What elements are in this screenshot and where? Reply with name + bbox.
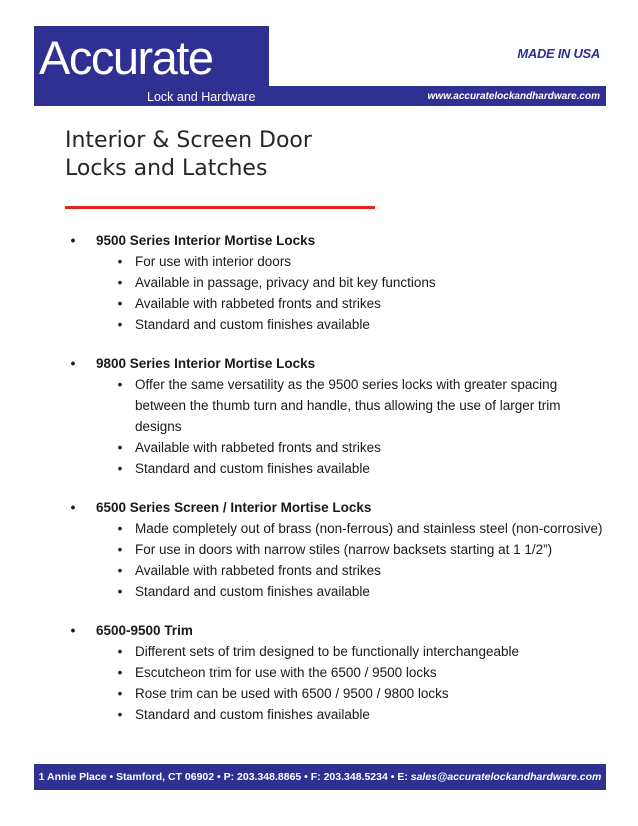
footer-email[interactable]: sales@accuratelockandhardware.com xyxy=(410,771,602,783)
list-item xyxy=(66,704,606,725)
section-heading xyxy=(66,497,606,518)
list-item xyxy=(66,458,606,479)
bullet-icon: • xyxy=(117,461,123,476)
list-item xyxy=(66,560,606,581)
bullet-icon: • xyxy=(117,254,123,269)
bullet-icon: • xyxy=(70,233,76,248)
bullet-icon: • xyxy=(117,584,123,599)
section-heading-text: 9800 Series Interior Mortise Locks xyxy=(96,356,316,371)
bullet-icon: • xyxy=(117,317,123,332)
list-item-text: Available with rabbeted fronts and strikes xyxy=(135,296,381,311)
list-item-text: Different sets of trim designed to be functionally interchangeable xyxy=(135,644,519,659)
title-line-2: Locks and Latches xyxy=(65,156,268,181)
list-item xyxy=(66,251,606,272)
list-item-text: Rose trim can be used with 6500 / 9500 / 9800 locks xyxy=(135,686,449,701)
bullet-icon: • xyxy=(117,521,123,536)
list-item xyxy=(66,581,606,602)
bullet-icon: • xyxy=(117,296,123,311)
section xyxy=(66,353,606,479)
bullet-icon: • xyxy=(70,500,76,515)
section-heading xyxy=(66,620,606,641)
bullet-icon: • xyxy=(117,377,123,392)
section-heading-text: 9500 Series Interior Mortise Locks xyxy=(96,233,316,248)
title-divider xyxy=(65,206,375,209)
footer-contact-bar xyxy=(34,764,606,790)
list-item-text: Standard and custom finishes available xyxy=(135,317,370,332)
list-item-text: For use in doors with narrow stiles (narrow backsets starting at 1 1/2”) xyxy=(135,542,553,557)
footer-address: 1 Annie Place • Stamford, CT 06902 • P: 203.348.8865 • F: 203.348.5234 • E: xyxy=(38,771,411,783)
section-heading xyxy=(66,230,606,251)
logo-tagline: Lock and Hardware xyxy=(147,90,256,104)
bullet-icon: • xyxy=(117,563,123,578)
section xyxy=(66,620,606,725)
bullet-icon: • xyxy=(117,707,123,722)
list-item xyxy=(66,641,606,662)
section-items xyxy=(66,518,606,602)
header-banner xyxy=(34,26,606,106)
bullet-icon: • xyxy=(117,542,123,557)
list-item xyxy=(66,293,606,314)
list-item-text: Standard and custom finishes available xyxy=(135,584,370,599)
section-heading-text: 6500 Series Screen / Interior Mortise Locks xyxy=(96,500,372,515)
bullet-icon: • xyxy=(70,623,76,638)
list-item xyxy=(66,272,606,293)
bullet-icon: • xyxy=(117,440,123,455)
section-heading-text: 6500-9500 Trim xyxy=(96,623,193,638)
list-item xyxy=(66,437,606,458)
bullet-icon: • xyxy=(117,686,123,701)
list-item xyxy=(66,518,606,539)
list-item xyxy=(66,314,606,335)
website-link[interactable]: www.accuratelockandhardware.com xyxy=(427,91,600,102)
list-item-text: Standard and custom finishes available xyxy=(135,461,370,476)
list-item-text: Offer the same versatility as the 9500 series locks with greater spacing between the thumb turn and handle, thus allowing the use of larger trim designs xyxy=(135,377,561,434)
section-heading xyxy=(66,353,606,374)
section-items xyxy=(66,641,606,725)
list-item-text: Available with rabbeted fronts and strikes xyxy=(135,440,381,455)
section xyxy=(66,497,606,602)
list-item-text: Standard and custom finishes available xyxy=(135,707,370,722)
bullet-icon: • xyxy=(117,665,123,680)
section-items xyxy=(66,251,606,335)
logo-text: Accurate xyxy=(39,31,213,84)
list-item-text: Available with rabbeted fronts and strikes xyxy=(135,563,381,578)
bullet-icon: • xyxy=(117,275,123,290)
bullet-icon: • xyxy=(117,644,123,659)
list-item-text: Available in passage, privacy and bit key functions xyxy=(135,275,436,290)
section-items xyxy=(66,374,606,479)
list-item xyxy=(66,662,606,683)
bullet-icon: • xyxy=(70,356,76,371)
list-item-text: For use with interior doors xyxy=(135,254,292,269)
feature-list xyxy=(66,230,606,743)
page-title xyxy=(65,127,312,183)
list-item-text: Made completely out of brass (non-ferrous) and stainless steel (non-corrosive) xyxy=(135,521,603,536)
list-item xyxy=(66,539,606,560)
section xyxy=(66,230,606,335)
title-line-1: Interior & Screen Door xyxy=(65,128,312,153)
list-item-text: Escutcheon trim for use with the 6500 / 9500 locks xyxy=(135,665,437,680)
list-item xyxy=(66,374,606,437)
made-in-usa-label: MADE IN USA xyxy=(517,46,600,61)
list-item xyxy=(66,683,606,704)
